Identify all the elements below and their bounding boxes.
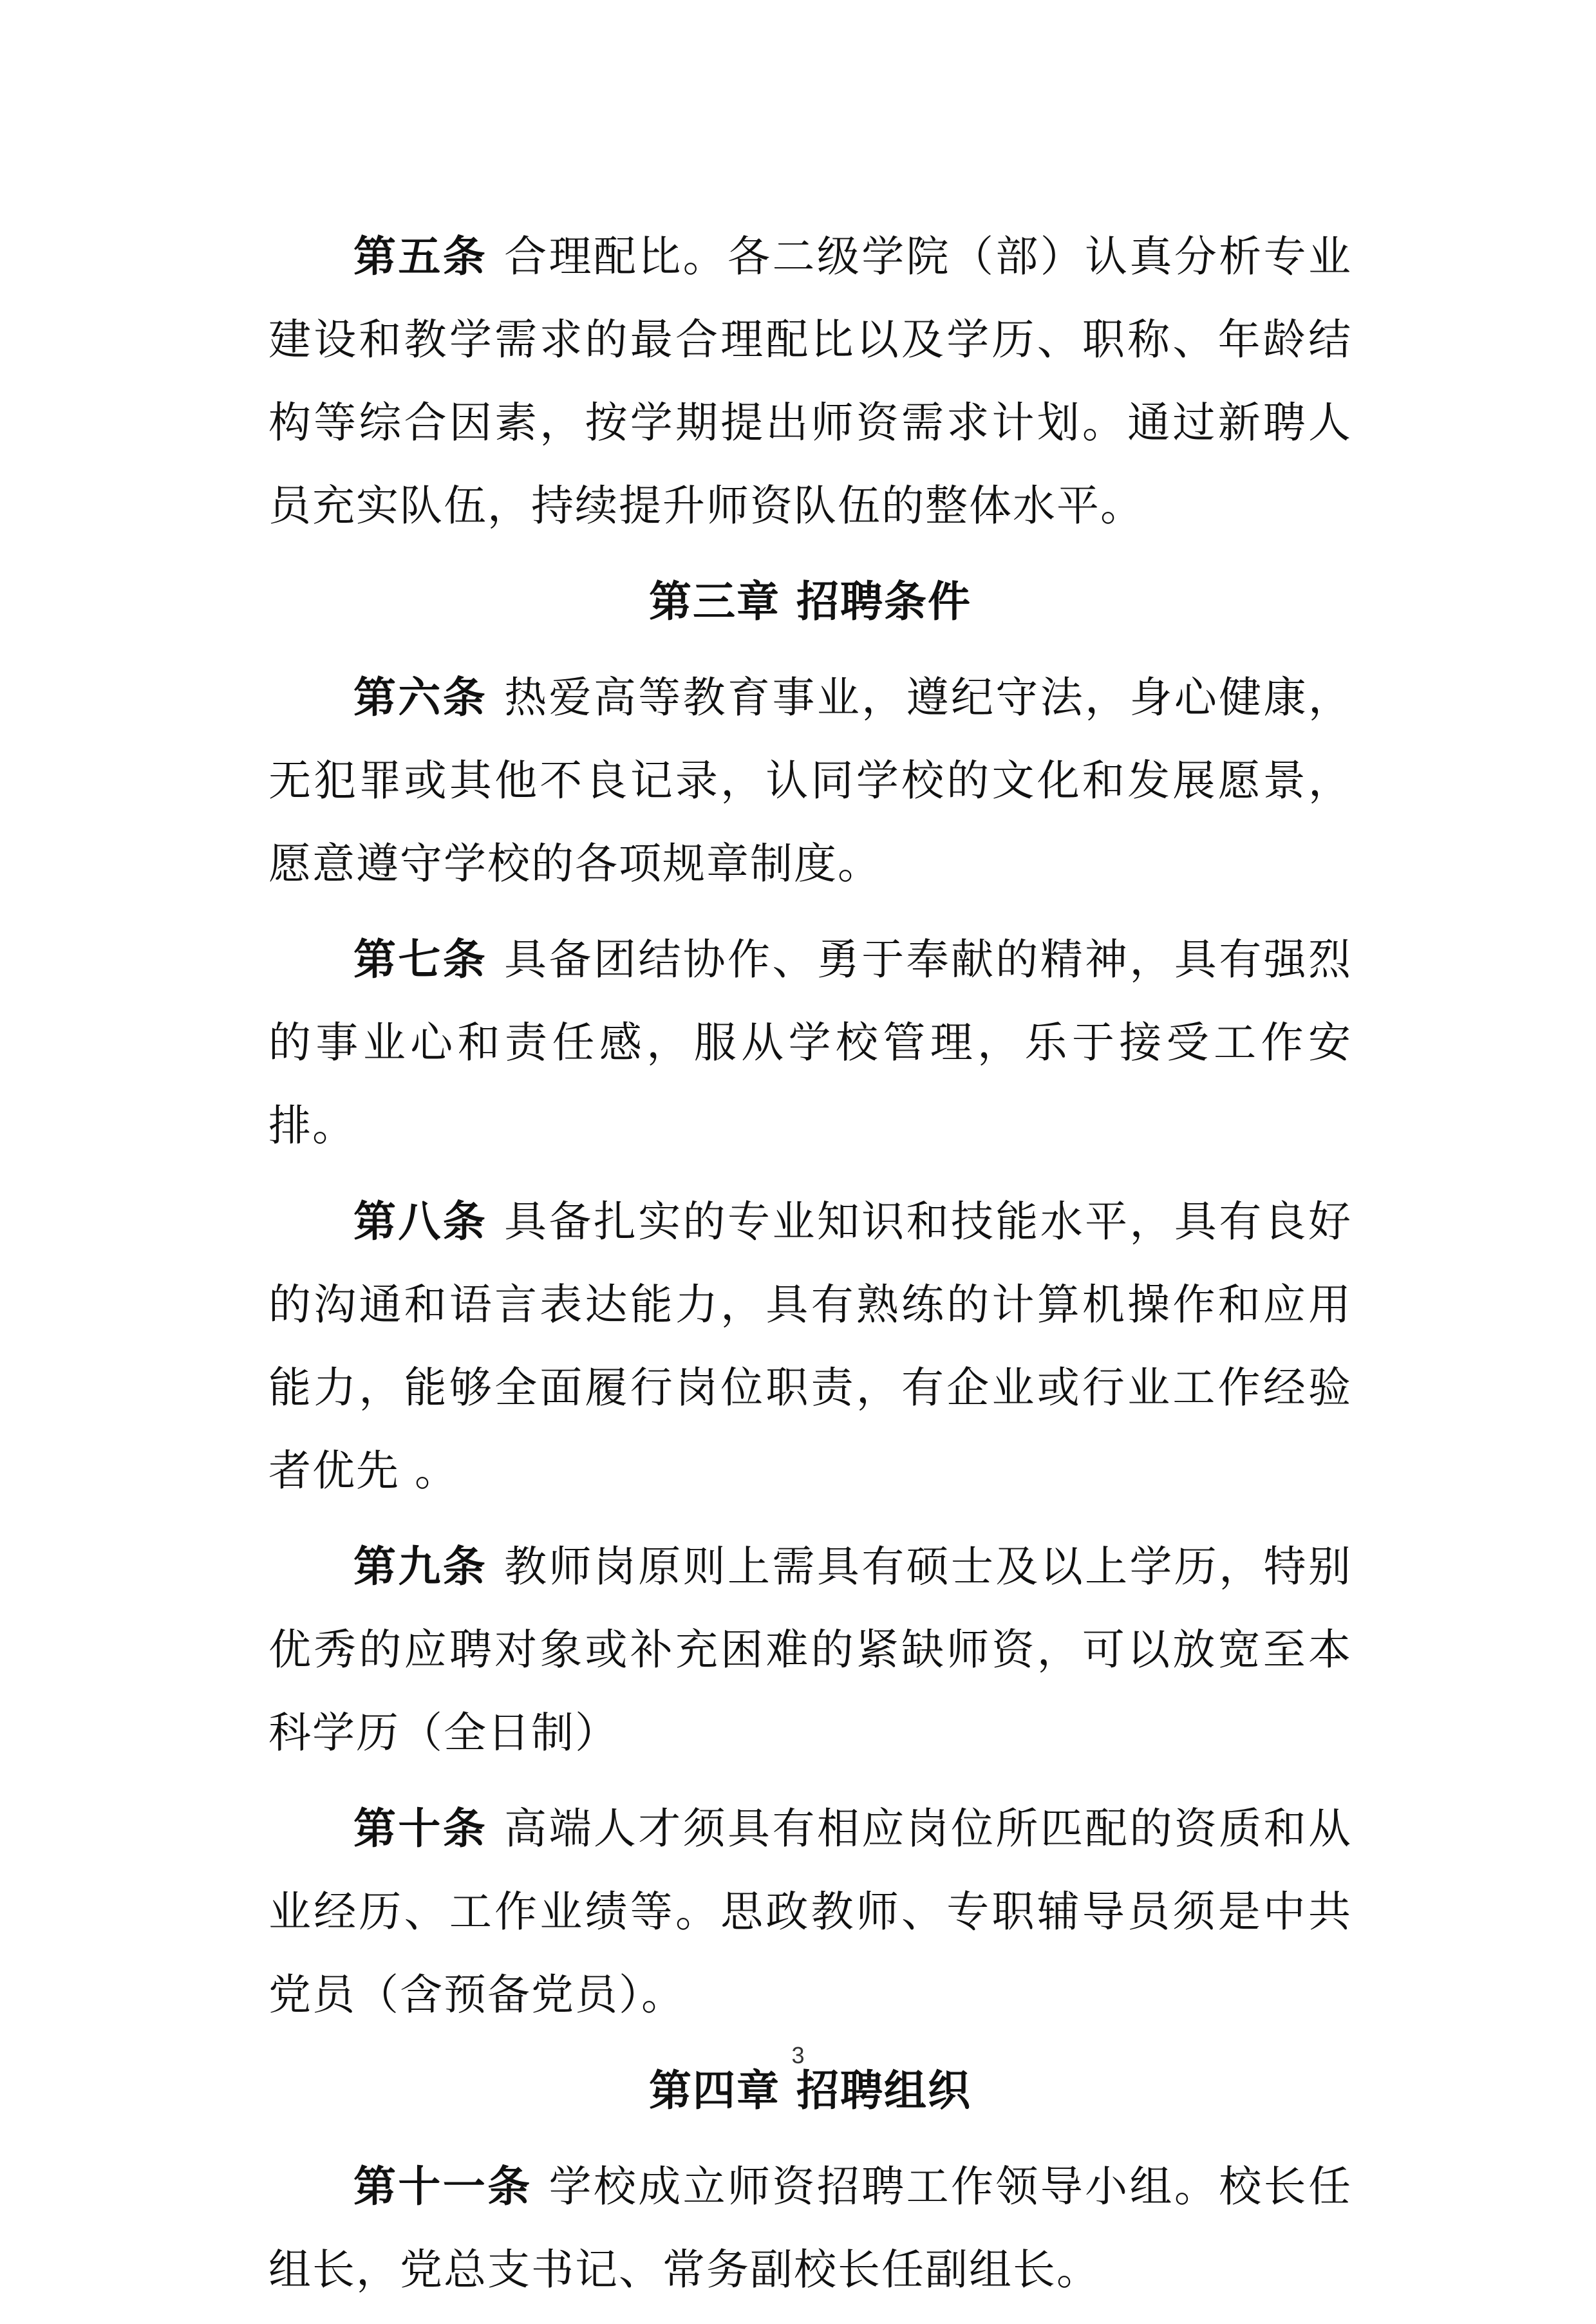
article-11-text: 学校成立师资招聘工作领导小组。校长任组长，党总支书记、常务副校长任副组长。 (268, 2162, 1353, 2294)
page-number: 3 (791, 2042, 805, 2068)
article-6 (268, 656, 1352, 905)
article-9 (268, 1525, 1352, 1774)
article-11 (268, 2145, 1352, 2311)
article-5 (268, 215, 1352, 547)
article-7 (268, 918, 1352, 1167)
article-5-lead: 第五条 (353, 231, 488, 281)
article-9-lead: 第九条 (353, 1541, 488, 1591)
article-10-lead: 第十条 (353, 1803, 488, 1853)
article-10-text: 高端人才须具有相应岗位所匹配的资质和从业经历、工作业绩等。思政教师、专职辅导员须是中共党员（含预备党员）。 (268, 1804, 1353, 2019)
article-11-lead: 第十一条 (353, 2161, 532, 2211)
article-10 (268, 1787, 1352, 2036)
chapter-3-heading: 第三章 招聘条件 (649, 576, 972, 626)
article-5-text: 合理配比。各二级学院（部）认真分析专业建设和教学需求的最合理配比以及学历、职称、年龄结构等综合因素，按学期提出师资需求计划。通过新聘人员充实队伍，持续提升师资队伍的整体水平。 (268, 232, 1353, 530)
article-6-text: 热爱高等教育事业，遵纪守法，身心健康，无犯罪或其他不良记录，认同学校的文化和发展愿景，愿意遵守学校的各项规章制度。 (268, 673, 1353, 888)
chapter-4-heading: 第四章 招聘组织 (649, 2065, 972, 2115)
document-body (268, 215, 1352, 2324)
article-9-text: 教师岗原则上需具有硕士及以上学历，特别优秀的应聘对象或补充困难的紧缺师资，可以放宽至本科学历（全日制） (268, 1542, 1353, 1757)
article-8-text: 具备扎实的专业知识和技能水平，具有良好的沟通和语言表达能力，具有熟练的计算机操作和应用能力，能够全面履行岗位职责，有企业或行业工作经验者优先 。 (268, 1197, 1353, 1495)
article-8 (268, 1180, 1352, 1512)
article-8-lead: 第八条 (353, 1196, 488, 1246)
article-7-text: 具备团结协作、勇于奉献的精神，具有强烈的事业心和责任感，服从学校管理，乐于接受工作安排。 (268, 935, 1353, 1150)
article-6-lead: 第六条 (353, 672, 488, 722)
article-7-lead: 第七条 (353, 934, 488, 984)
